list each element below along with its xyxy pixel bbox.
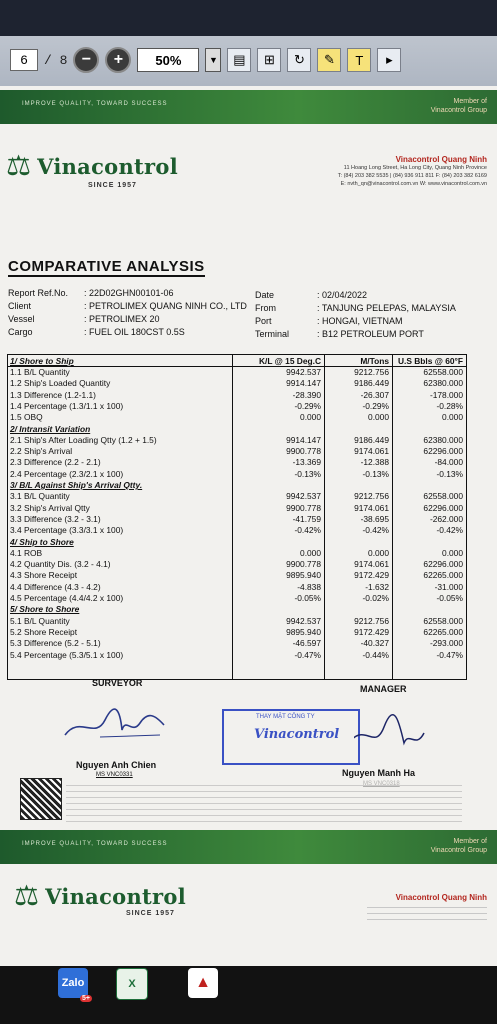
left-meta-key: Cargo <box>8 327 33 337</box>
right-meta-row <box>255 302 456 315</box>
header-green-band <box>0 90 497 124</box>
right-meta-row <box>255 328 456 341</box>
table-cell-kl: 0.000 <box>300 412 321 423</box>
table-cell-kl: 9914.147 <box>286 378 321 389</box>
table-cell-mt: -12.388 <box>360 457 389 468</box>
left-meta-key: Vessel <box>8 314 35 324</box>
stamp-text: THAY MẶT CÔNG TY <box>256 714 315 720</box>
member-line-2: Vinacontrol Group <box>430 107 487 114</box>
left-meta-value: : 22D02GHN00101-06 <box>84 288 174 298</box>
table-row-label: 2.4 Percentage (2.3/2.1 x 100) <box>10 468 124 479</box>
table-cell-kl: 9900.778 <box>286 446 321 457</box>
table-cell-bbl: 62558.000 <box>423 491 463 502</box>
table-row-label: 5/ Shore to Shore <box>10 604 80 615</box>
header-rule <box>8 366 466 367</box>
table-row-label: 5.4 Percentage (5.3/5.1 x 100) <box>10 649 124 660</box>
table-cell-bbl: -293.000 <box>429 638 463 649</box>
table-cell-bbl: -0.28% <box>436 400 463 411</box>
table-cell-mt: -0.42% <box>362 525 389 536</box>
table-cell-bbl: 62296.000 <box>423 559 463 570</box>
table-row-label: 1.4 Percentage (1.3/1.1 x 100) <box>10 400 124 411</box>
table-cell-kl: 9942.537 <box>286 491 321 502</box>
next-page-logo <box>14 880 186 917</box>
table-row-label: 5.1 B/L Quantity <box>10 615 70 626</box>
toolbar-row <box>10 46 401 74</box>
zoom-level-field[interactable]: 50% <box>137 48 199 72</box>
header-shore-to-ship: 1/ Shore to Ship <box>10 356 74 366</box>
document-title: COMPARATIVE ANALYSIS <box>8 258 205 275</box>
table-row-label: 4.5 Percentage (4.4/4.2 x 100) <box>10 593 124 603</box>
table-cell-kl: 9900.778 <box>286 559 321 570</box>
surveyor-name: Nguyen Anh Chien <box>76 760 157 770</box>
right-meta-row <box>255 289 456 302</box>
table-cell-mt: -40.327 <box>360 638 389 649</box>
brand-name: Vinacontrol <box>37 153 178 179</box>
rotate-icon[interactable]: ↻ <box>287 48 311 72</box>
table-cell-mt: -38.695 <box>360 513 389 524</box>
table-row-label: 4/ Ship to Shore <box>10 536 74 547</box>
header-member-text <box>431 97 487 115</box>
table-row-label: 3.4 Percentage (3.3/3.1 x 100) <box>10 525 124 536</box>
table-cell-kl: 9942.537 <box>286 367 321 377</box>
surveyor-code: MS VNC0331 <box>96 772 133 778</box>
next-scale-icon: ⚖ <box>14 880 40 911</box>
table-cell-mt: -26.307 <box>360 389 389 400</box>
table-row-label: 3.3 Difference (3.2 - 3.1) <box>10 513 101 524</box>
table-cell-kl: -13.369 <box>292 457 321 468</box>
company-info <box>338 156 487 188</box>
footer-member-text <box>431 837 487 855</box>
highlight-icon[interactable]: T <box>347 48 371 72</box>
footer-member-line-1: Member of <box>453 838 487 845</box>
surveyor-label: SURVEYOR <box>92 678 143 688</box>
viewer-toolbar <box>0 0 497 87</box>
manager-label: MANAGER <box>360 684 407 694</box>
table-cell-bbl: -262.000 <box>429 513 463 524</box>
company-name: Vinacontrol Quang Ninh <box>395 155 487 164</box>
table-cell-bbl: -0.05% <box>436 593 463 603</box>
table-row-label: 5.2 Shore Receipt <box>10 626 78 637</box>
table-cell-kl: -28.390 <box>292 389 321 400</box>
stamp-name: Vinacontrol <box>254 727 340 742</box>
right-meta-value: : TANJUNG PELEPAS, MALAYSIA <box>317 303 456 313</box>
table-cell-bbl: -31.000 <box>434 581 463 592</box>
col-description <box>8 355 233 679</box>
table-cell-kl: -0.42% <box>294 525 321 536</box>
right-meta-row <box>255 315 456 328</box>
table-cell-mt: 9174.061 <box>354 559 389 570</box>
table-row-label: 4.4 Difference (4.3 - 4.2) <box>10 581 101 592</box>
next-brand-since: SINCE 1957 <box>126 910 175 917</box>
table-row-label: 4.1 ROB <box>10 547 43 558</box>
company-phone: T: (84) 203 382 5535 | (84) 936 911 811 F: (84) 203 382 6169 <box>337 173 487 179</box>
footer-member-line-2: Vinacontrol Group <box>430 847 487 854</box>
table-cell-kl: -4.838 <box>297 581 321 592</box>
table-cell-kl: 9895.940 <box>286 626 321 637</box>
table-row-label: 3/ B/L Against Ship's Arrival Qtty. <box>10 480 143 490</box>
table-cell-bbl: 62558.000 <box>423 615 463 626</box>
member-line-1: Member of <box>453 98 487 105</box>
table-cell-bbl: 0.000 <box>442 412 463 423</box>
header-mt: M/Tons <box>360 356 389 366</box>
table-row-label: 3.2 Ship's Arrival Qtty <box>10 502 90 513</box>
comparison-table <box>7 354 467 680</box>
left-meta-key: Client <box>8 301 32 311</box>
zoom-dropdown-button[interactable]: ▼ <box>205 48 221 72</box>
scale-icon: ⚖ <box>6 150 32 181</box>
table-row-label: 2.2 Ship's Arrival <box>10 446 73 457</box>
right-meta-key: Port <box>255 316 272 326</box>
table-cell-mt: -0.13% <box>362 468 389 479</box>
header-slogan: IMPROVE QUALITY, TOWARD SUCCESS <box>22 101 168 107</box>
company-logo <box>6 150 178 189</box>
manager-signature <box>354 713 444 761</box>
next-company-lines <box>367 902 487 924</box>
table-cell-bbl: -0.13% <box>436 468 463 479</box>
col-bbl <box>392 355 466 679</box>
table-cell-mt: 0.000 <box>368 547 389 558</box>
table-row-label: 4.3 Shore Receipt <box>10 570 78 581</box>
right-meta-value: : HONGAI, VIETNAM <box>317 316 403 326</box>
comment-icon[interactable]: ✎ <box>317 48 341 72</box>
left-meta-row <box>8 300 247 313</box>
table-cell-mt: -1.632 <box>365 581 389 592</box>
window-top-strip <box>0 0 497 36</box>
manager-name: Nguyen Manh Ha <box>342 768 416 778</box>
fit-page-icon[interactable]: ▤ <box>227 48 251 72</box>
table-cell-bbl: -84.000 <box>434 457 463 468</box>
table-cell-kl: 9895.940 <box>286 570 321 581</box>
right-meta-key: From <box>255 303 276 313</box>
surveyor-signature <box>60 705 170 745</box>
table-cell-mt: 9186.449 <box>354 434 389 445</box>
table-row-label: 2.3 Difference (2.2 - 2.1) <box>10 457 101 468</box>
table-cell-kl: -0.29% <box>294 400 321 411</box>
table-cell-mt: 9172.429 <box>354 570 389 581</box>
table-cell-mt: 9174.061 <box>354 446 389 457</box>
table-cell-mt: 0.000 <box>368 412 389 423</box>
table-cell-mt: 9174.061 <box>354 502 389 513</box>
zoom-out-button[interactable]: − <box>73 47 99 73</box>
table-row-label: 3.1 B/L Quantity <box>10 491 70 502</box>
right-meta-value: : 02/04/2022 <box>317 290 368 300</box>
table-cell-mt: 9212.756 <box>354 615 389 626</box>
table-row-label: 1.5 OBQ <box>10 412 43 423</box>
table-cell-kl: 9942.537 <box>286 615 321 626</box>
table-cell-kl: -41.759 <box>292 513 321 524</box>
left-meta-value: : PETROLIMEX QUANG NINH CO., LTD <box>84 301 247 311</box>
company-address: 11 Hoang Long Street, Ha Long City, Quang Ninh Province <box>343 165 487 171</box>
brand-since: SINCE 1957 <box>88 182 137 189</box>
table-cell-mt: -0.44% <box>362 649 389 660</box>
next-brand-name: Vinacontrol <box>45 883 186 909</box>
table-cell-bbl: 62380.000 <box>423 378 463 389</box>
table-cell-bbl: -178.000 <box>429 389 463 400</box>
table-cell-bbl: 62558.000 <box>423 367 463 377</box>
col-kl <box>232 355 325 679</box>
table-cell-mt: -0.02% <box>362 593 389 603</box>
more-tools-icon[interactable]: ▸ <box>377 48 401 72</box>
table-cell-mt: 9172.429 <box>354 626 389 637</box>
table-cell-bbl: 62296.000 <box>423 446 463 457</box>
table-cell-bbl: 62380.000 <box>423 434 463 445</box>
left-meta-row <box>8 313 247 326</box>
next-company-info <box>367 894 487 924</box>
table-cell-kl: 9900.778 <box>286 502 321 513</box>
table-cell-kl: 9914.147 <box>286 434 321 445</box>
left-meta-value: : FUEL OIL 180CST 0.5S <box>84 327 185 337</box>
table-cell-kl: -0.05% <box>294 593 321 603</box>
table-row-label: 4.2 Quantity Dis. (3.2 - 4.1) <box>10 559 111 570</box>
table-row-label: 2.1 Ship's After Loading Qtty (1.2 + 1.5) <box>10 434 157 445</box>
col-mt <box>324 355 393 679</box>
table-row-label: 1.1 B/L Quantity <box>10 367 70 377</box>
table-row-label: 1.2 Ship's Loaded Quantity <box>10 378 111 389</box>
table-cell-kl: -0.47% <box>294 649 321 660</box>
right-meta-value: : B12 PETROLEUM PORT <box>317 329 424 339</box>
table-cell-kl: 0.000 <box>300 547 321 558</box>
table-row-label: 1.3 Difference (1.2-1.1) <box>10 389 96 400</box>
table-cell-bbl: 62265.000 <box>423 570 463 581</box>
table-cell-bbl: 62265.000 <box>423 626 463 637</box>
footer-slogan: IMPROVE QUALITY, TOWARD SUCCESS <box>22 841 168 847</box>
right-meta-key: Terminal <box>255 329 290 339</box>
qr-code <box>20 778 62 820</box>
table-cell-bbl: 0.000 <box>442 547 463 558</box>
table-cell-kl: -0.13% <box>294 468 321 479</box>
table-cell-bbl: -0.47% <box>436 649 463 660</box>
zalo-label: Zalo <box>61 977 85 989</box>
table-cell-bbl: -0.42% <box>436 525 463 536</box>
right-meta-key: Date <box>255 290 275 300</box>
left-meta-row <box>8 287 247 300</box>
fit-width-icon[interactable]: ⊞ <box>257 48 281 72</box>
table-cell-mt: 9186.449 <box>354 378 389 389</box>
table-cell-mt: -0.29% <box>362 400 389 411</box>
table-cell-mt: 9212.756 <box>354 491 389 502</box>
left-meta-key: Report Ref.No. <box>8 288 69 298</box>
table-cell-kl: -46.597 <box>292 638 321 649</box>
left-meta-value: : PETROLIMEX 20 <box>84 314 160 324</box>
next-company-name: Vinacontrol Quang Ninh <box>395 893 487 902</box>
table-cell-mt: 9212.756 <box>354 367 389 377</box>
company-stamp <box>222 709 360 765</box>
header-kl: K/L @ 15 Deg.C <box>259 356 321 366</box>
table-row-label: 2/ Intransit Variation <box>10 423 91 434</box>
left-meta-row <box>8 326 247 339</box>
zalo-badge: 5+ <box>82 995 90 1002</box>
meta-left <box>8 287 247 339</box>
meta-right <box>255 289 456 341</box>
page-number-input[interactable]: 6 <box>10 49 38 71</box>
excel-app-icon[interactable]: X <box>116 968 148 1000</box>
zalo-app-icon[interactable] <box>58 968 90 1002</box>
company-email: E: nvth_qn@vinacontrol.com.vn W: www.vinacontrol.com.vn <box>340 181 487 187</box>
footer-green-band <box>0 830 497 864</box>
fine-print-terms <box>66 780 462 824</box>
header-bbl: U.S Bbls @ 60°F <box>397 356 463 366</box>
table-cell-bbl: 62296.000 <box>423 502 463 513</box>
pdf-app-icon[interactable]: ▲ <box>188 968 218 998</box>
table-row-label: 5.3 Difference (5.2 - 5.1) <box>10 638 101 649</box>
zoom-in-button[interactable]: + <box>105 47 131 73</box>
taskbar <box>0 966 497 1024</box>
page-total-label: / 8 <box>44 52 68 68</box>
